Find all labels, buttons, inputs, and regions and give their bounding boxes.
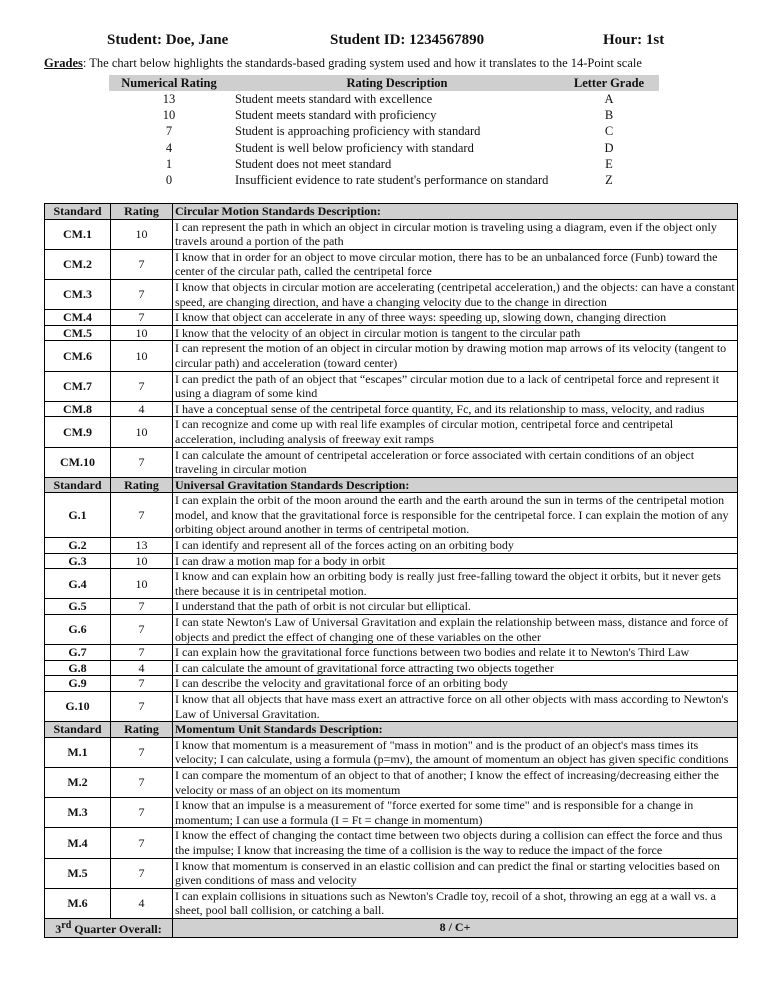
rating-description: Student meets standard with proficiency — [235, 108, 437, 123]
standard-rating: 7 — [111, 828, 173, 858]
rating-column-header: Rating — [111, 722, 173, 738]
standard-description: I can describe the velocity and gravitational force of an orbiting body — [173, 676, 738, 692]
standard-code: CM.9 — [45, 417, 111, 447]
standard-rating: 7 — [111, 692, 173, 722]
section-header-row — [45, 722, 738, 738]
grades-label: Grades — [44, 56, 83, 70]
standard-description: I can calculate the amount of gravitational force attracting two objects together — [173, 660, 738, 676]
standard-description: I know that momentum is conserved in an elastic collision and can predict the final or starting velocities based on given conditions of mass and velocity — [173, 858, 738, 888]
standard-row — [45, 645, 738, 661]
grading-scale-row — [109, 172, 659, 188]
standard-row — [45, 737, 738, 767]
standard-row — [45, 676, 738, 692]
grading-scale-row — [109, 156, 659, 172]
standard-rating: 10 — [111, 219, 173, 249]
letter-grade: Z — [605, 173, 613, 188]
standard-rating: 10 — [111, 417, 173, 447]
standard-code: G.4 — [45, 569, 111, 599]
standard-code: G.9 — [45, 676, 111, 692]
standard-description: I know and can explain how an orbiting body is really just free-falling toward the object it orbits, but it never gets there because it is in centripetal motion. — [173, 569, 738, 599]
standard-code: M.3 — [45, 798, 111, 828]
standard-row — [45, 417, 738, 447]
standard-code: M.4 — [45, 828, 111, 858]
standard-row — [45, 249, 738, 279]
standard-code: CM.6 — [45, 341, 111, 371]
standard-code: M.6 — [45, 888, 111, 918]
standard-code: G.3 — [45, 553, 111, 569]
standard-description: I can explain collisions in situations such as Newton's Cradle toy, recoil of a shot, throwing an egg at a wall vs. a sheet, pool ball collision, or catching a ball. — [173, 888, 738, 918]
standard-column-header: Standard — [45, 722, 111, 738]
standard-description: I know the effect of changing the contact time between two objects during a collision can effect the force and thus the impulse; I know that increasing the time of a collision is the way to reduce the impact of the force — [173, 828, 738, 858]
standard-row — [45, 858, 738, 888]
standard-row — [45, 615, 738, 645]
rating-column-header: Rating — [111, 477, 173, 493]
standard-rating: 7 — [111, 858, 173, 888]
standard-code: G.7 — [45, 645, 111, 661]
standard-description: I can recognize and come up with real life examples of circular motion, centripetal force and centripetal acceleration, including analysis of freeway exit ramps — [173, 417, 738, 447]
grading-scale-row — [109, 91, 659, 107]
grading-scale-row — [109, 140, 659, 156]
numerical-rating-header: Numerical Rating — [109, 75, 229, 91]
standard-column-header: Standard — [45, 204, 111, 220]
overall-label — [45, 918, 173, 937]
standard-description: I know that an impulse is a measurement of "force exerted for some time" and is responsible for a change in momentum; I can use a formula (I = Ft = change in momentum) — [173, 798, 738, 828]
standard-rating: 7 — [111, 645, 173, 661]
standard-row — [45, 493, 738, 538]
grading-scale-table — [109, 75, 659, 188]
standard-code: CM.2 — [45, 249, 111, 279]
standard-rating: 7 — [111, 676, 173, 692]
numerical-rating: 4 — [165, 140, 173, 155]
overall-ordinal: 3 — [55, 921, 62, 936]
standard-code: G.10 — [45, 692, 111, 722]
standard-code: G.1 — [45, 493, 111, 538]
standard-code: M.2 — [45, 767, 111, 797]
standard-description: I can explain how the gravitational force functions between two bodies and relate it to Newton's Third Law — [173, 645, 738, 661]
standard-rating: 4 — [111, 401, 173, 417]
numerical-rating: 0 — [165, 173, 173, 188]
standard-code: M.5 — [45, 858, 111, 888]
rating-column-header: Rating — [111, 204, 173, 220]
grading-scale-header — [109, 75, 659, 91]
standard-code: G.5 — [45, 599, 111, 615]
standard-row — [45, 219, 738, 249]
standard-column-header: Standard — [45, 477, 111, 493]
standard-description: I can represent the motion of an object in circular motion by drawing motion map arrows of its velocity (tangent to circular path) and acceleration (toward center) — [173, 341, 738, 371]
standard-rating: 7 — [111, 493, 173, 538]
standard-row — [45, 599, 738, 615]
rating-description: Student is well below proficiency with standard — [235, 140, 474, 155]
standard-description: I can explain the orbit of the moon around the earth and the earth around the sun in terms of the centripetal motion model, and know that the gravitational force is responsible for the centripetal force. I can explain the motion of any orbiting object around another in terms of centripetal motion. — [173, 493, 738, 538]
standard-description: I know that objects in circular motion are accelerating (centripetal acceleration,) and the objects: can have a constant speed, are changing direction, and have a changing velocity due to the change in direction — [173, 279, 738, 309]
student-name: Student: Doe, Jane — [107, 32, 229, 48]
report-header — [0, 32, 768, 52]
class-hour: Hour: 1st — [603, 32, 665, 48]
standard-description: I can identify and represent all of the forces acting on an orbiting body — [173, 538, 738, 554]
standard-description: I can state Newton's Law of Universal Gravitation and explain the relationship between mass, distance and force of objects and predict the effect of changing one of these variables on the other — [173, 615, 738, 645]
standard-rating: 13 — [111, 538, 173, 554]
section-header-row — [45, 477, 738, 493]
standard-row — [45, 767, 738, 797]
standard-rating: 7 — [111, 310, 173, 326]
letter-grade: B — [604, 108, 614, 123]
standard-description: I can represent the path in which an object in circular motion is traveling using a diagram, even if the object only travels around a portion of the path — [173, 219, 738, 249]
standard-row — [45, 325, 738, 341]
section-title: Momentum Unit Standards Description: — [173, 722, 738, 738]
section-header-row — [45, 204, 738, 220]
standard-description: I have a conceptual sense of the centripetal force quantity, Fc, and its relationship to mass, velocity, and radius — [173, 401, 738, 417]
letter-grade: E — [605, 156, 613, 171]
letter-grade: C — [604, 124, 614, 139]
standard-description: I understand that the path of orbit is not circular but elliptical. — [173, 599, 738, 615]
standard-rating: 7 — [111, 447, 173, 477]
standard-row — [45, 660, 738, 676]
standard-rating: 4 — [111, 888, 173, 918]
grades-intro — [44, 56, 642, 71]
letter-grade: D — [604, 140, 614, 155]
student-id: Student ID: 1234567890 — [330, 32, 485, 48]
standard-description: I know that the velocity of an object in circular motion is tangent to the circular path — [173, 325, 738, 341]
standard-description: I can calculate the amount of centripetal acceleration or force associated with certain conditions of an object traveling in circular motion — [173, 447, 738, 477]
standard-row — [45, 888, 738, 918]
letter-grade-header: Letter Grade — [559, 75, 659, 91]
overall-grade: 8 / C+ — [173, 918, 738, 937]
rating-description: Student does not meet standard — [235, 156, 392, 171]
standard-rating: 7 — [111, 615, 173, 645]
standard-rating: 4 — [111, 660, 173, 676]
rating-description-header: Rating Description — [229, 75, 559, 91]
rating-description: Student is approaching proficiency with standard — [235, 124, 481, 139]
standard-row — [45, 553, 738, 569]
standard-rating: 7 — [111, 737, 173, 767]
standard-rating: 10 — [111, 341, 173, 371]
standard-row — [45, 447, 738, 477]
rating-description: Insufficient evidence to rate student's performance on standard — [235, 173, 549, 188]
standard-description: I know that object can accelerate in any of three ways: speeding up, slowing down, changing direction — [173, 310, 738, 326]
standard-rating: 7 — [111, 767, 173, 797]
grades-intro-text: : The chart below highlights the standards-based grading system used and how it translates to the 14-Point scale — [82, 56, 642, 70]
standard-row — [45, 310, 738, 326]
standard-rating: 10 — [111, 325, 173, 341]
standard-row — [45, 279, 738, 309]
standard-description: I know that momentum is a measurement of "mass in motion" and is the product of an object's mass times its velocity; I can calculate, using a formula (p=mv), the amount of momentum an object has given specific conditions — [173, 737, 738, 767]
standard-rating: 7 — [111, 249, 173, 279]
section-title: Circular Motion Standards Description: — [173, 204, 738, 220]
standard-row — [45, 538, 738, 554]
standard-rating: 10 — [111, 553, 173, 569]
numerical-rating: 13 — [162, 92, 176, 107]
overall-ordinal-suffix: rd — [61, 919, 72, 931]
standard-row — [45, 341, 738, 371]
numerical-rating: 1 — [165, 156, 173, 171]
standard-row — [45, 798, 738, 828]
overall-label-text: Quarter Overall: — [71, 921, 162, 936]
standard-code: CM.8 — [45, 401, 111, 417]
standard-rating: 7 — [111, 599, 173, 615]
standard-code: CM.5 — [45, 325, 111, 341]
standard-rating: 7 — [111, 279, 173, 309]
standard-code: M.1 — [45, 737, 111, 767]
standard-description: I can draw a motion map for a body in orbit — [173, 553, 738, 569]
standard-code: G.6 — [45, 615, 111, 645]
standard-code: CM.3 — [45, 279, 111, 309]
standard-row — [45, 401, 738, 417]
standard-row — [45, 828, 738, 858]
grading-scale-row — [109, 107, 659, 123]
numerical-rating: 10 — [162, 108, 176, 123]
rating-description: Student meets standard with excellence — [235, 92, 433, 107]
numerical-rating: 7 — [165, 124, 173, 139]
standard-code: G.8 — [45, 660, 111, 676]
standard-code: CM.10 — [45, 447, 111, 477]
standard-description: I can predict the path of an object that “escapes” circular motion due to a lack of centripetal force and represent it using a diagram of some kind — [173, 371, 738, 401]
standard-code: G.2 — [45, 538, 111, 554]
section-title: Universal Gravitation Standards Description: — [173, 477, 738, 493]
standard-description: I know that all objects that have mass exert an attractive force on all other objects with mass according to Newton's Law of Universal Gravitation. — [173, 692, 738, 722]
standard-rating: 10 — [111, 569, 173, 599]
standard-row — [45, 371, 738, 401]
standard-code: CM.4 — [45, 310, 111, 326]
letter-grade: A — [604, 92, 614, 107]
standard-code: CM.7 — [45, 371, 111, 401]
standard-code: CM.1 — [45, 219, 111, 249]
grading-scale-row — [109, 123, 659, 139]
standard-rating: 7 — [111, 371, 173, 401]
standard-description: I can compare the momentum of an object to that of another; I know the effect of increasing/decreasing either the velocity or mass of an object on its momentum — [173, 767, 738, 797]
standard-description: I know that in order for an object to move circular motion, there has to be an unbalanced force (Funb) toward the center of the circular path, called the centripetal force — [173, 249, 738, 279]
standard-row — [45, 692, 738, 722]
standard-row — [45, 569, 738, 599]
standards-table — [44, 203, 738, 938]
standard-rating: 7 — [111, 798, 173, 828]
overall-row — [45, 918, 738, 937]
